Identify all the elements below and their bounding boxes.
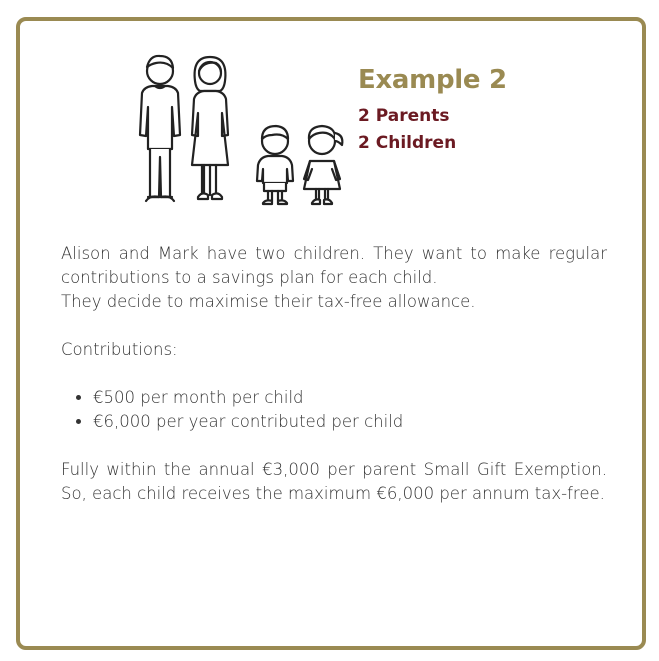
family-illustration-icon [132, 49, 352, 209]
intro-paragraph-2: They decide to maximise their tax-free allowance. [61, 292, 476, 311]
list-item: • €500 per month per child [93, 386, 607, 410]
children-count: 2 Children [358, 133, 457, 153]
girl-figure-icon [304, 126, 342, 204]
boy-figure-icon [257, 126, 293, 204]
exemption-paragraph: Fully within the annual €3,000 per parent Small Gift Exemption. So, each child receives the maximum €6,000 per annum tax-free. [61, 460, 607, 503]
contributions-label: Contributions: [61, 340, 178, 359]
contributions-list [61, 386, 607, 434]
example-body [61, 242, 607, 506]
example-card [16, 17, 646, 650]
list-item: • €6,000 per year contributed per child [93, 410, 607, 434]
intro-paragraph: Alison and Mark have two children. They want to make regular contributions to a savings plan for each child. [61, 244, 607, 287]
example-heading [358, 65, 507, 157]
example-title: Example 2 [358, 65, 507, 95]
parents-count: 2 Parents [358, 106, 450, 126]
father-figure-icon [140, 56, 180, 201]
mother-figure-icon [192, 57, 228, 199]
